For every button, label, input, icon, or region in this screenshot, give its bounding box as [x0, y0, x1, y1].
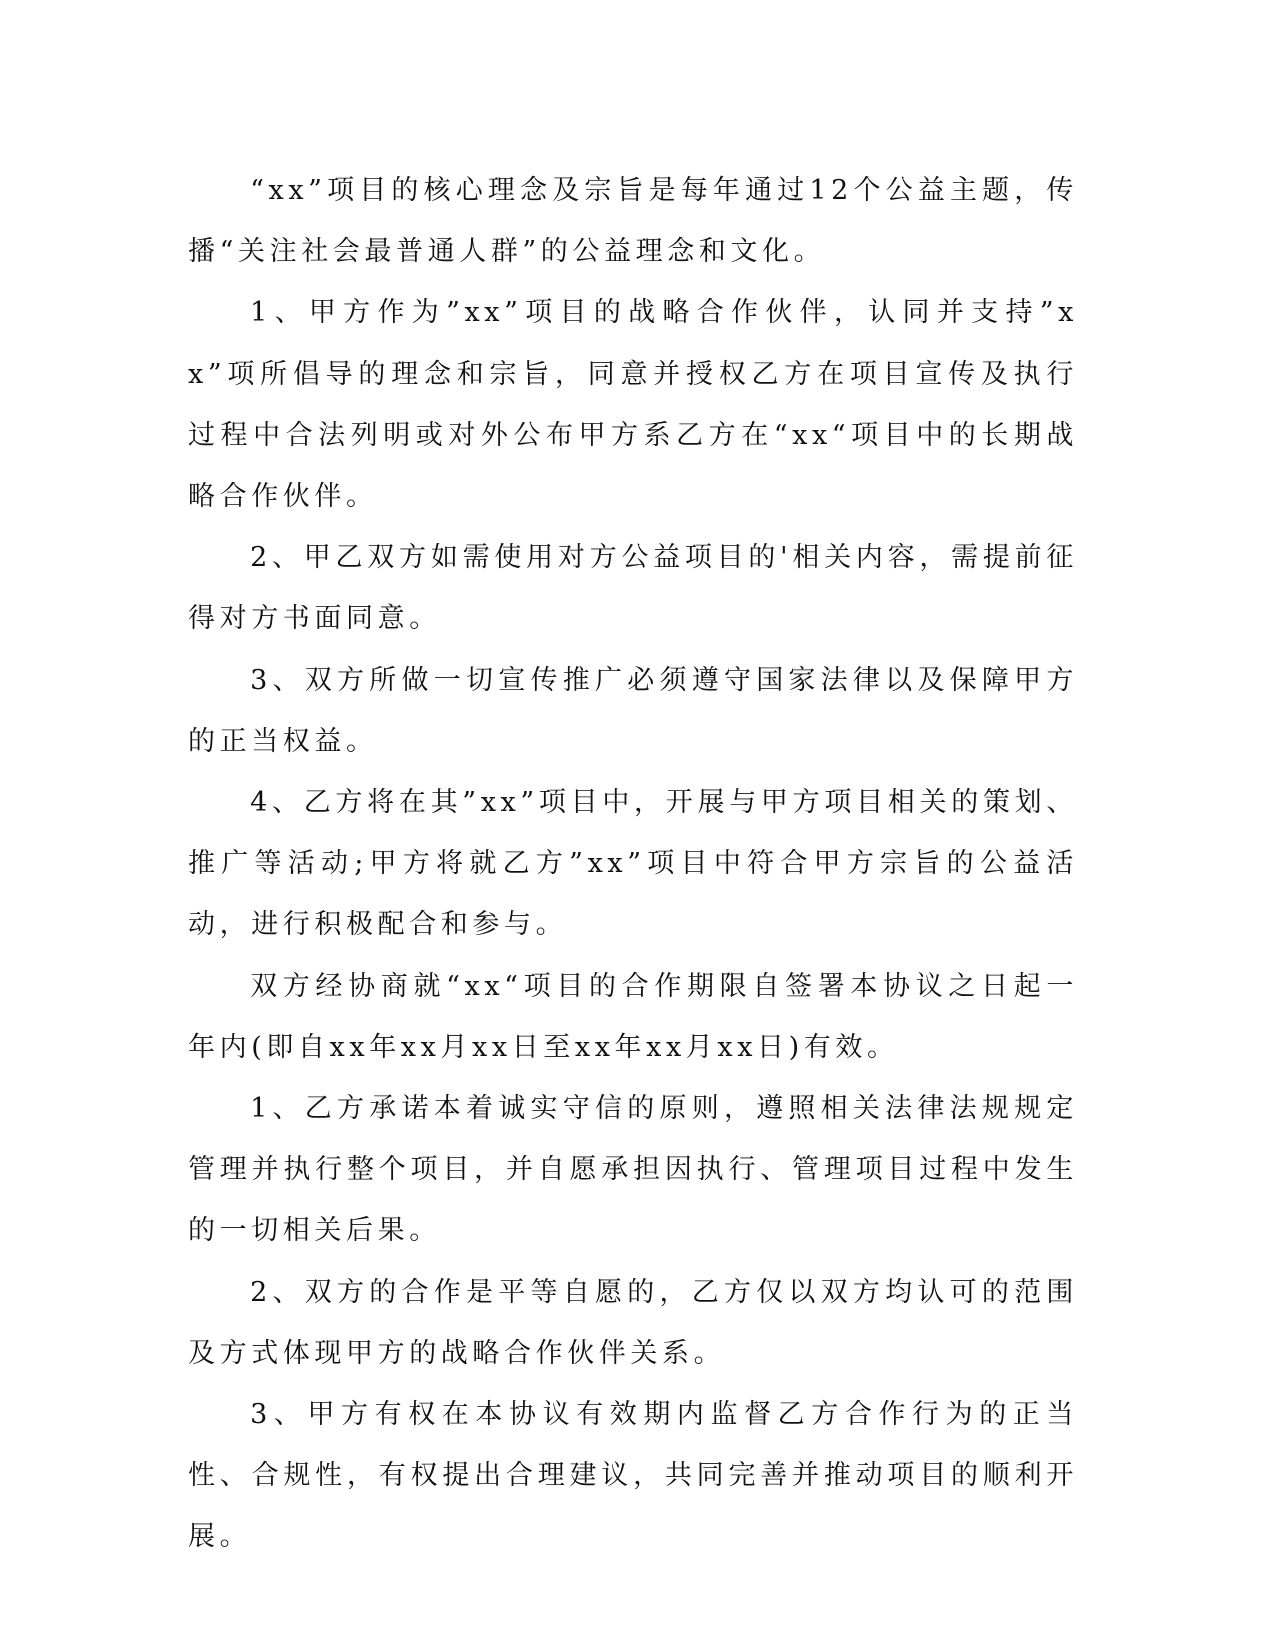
paragraph-clause-2: 2、甲乙双方如需使用对方公益项目的'相关内容，需提前征得对方书面同意。 — [188, 542, 1078, 635]
paragraph-obligation-1: 1、乙方承诺本着诚实守信的原则，遵照相关法律法规规定管理并执行整个项目，并自愿承担因执行、管理项目过程中发生的一切相关后果。 — [188, 1093, 1078, 1247]
document-body — [188, 160, 1078, 1568]
paragraph-term: 双方经协商就“xx“项目的合作期限自签署本协议之日起一年内(即自xx年xx月xx日至xx年xx月xx日)有效。 — [188, 970, 1078, 1063]
paragraph-obligation-3: 3、甲方有权在本协议有效期内监督乙方合作行为的正当性、合规性，有权提出合理建议，共同完善并推动项目的顺利开展。 — [188, 1399, 1078, 1553]
paragraph-clause-4: 4、乙方将在其”xx”项目中，开展与甲方项目相关的策划、推广等活动;甲方将就乙方”xx”项目中符合甲方宗旨的公益活动，进行积极配合和参与。 — [188, 787, 1078, 941]
paragraph-obligation-2: 2、双方的合作是平等自愿的，乙方仅以双方均认可的范围及方式体现甲方的战略合作伙伴关系。 — [188, 1276, 1078, 1369]
paragraph-core-concept: “xx”项目的核心理念及宗旨是每年通过12个公益主题，传播“关注社会最普通人群”的公益理念和文化。 — [188, 175, 1078, 268]
paragraph-clause-1: 1、甲方作为”xx”项目的战略合作伙伴，认同并支持”xx”项所倡导的理念和宗旨，同意并授权乙方在项目宣传及执行过程中合法列明或对外公布甲方系乙方在“xx“项目中的长期战略合作伙伴。 — [188, 297, 1078, 513]
paragraph-clause-3: 3、双方所做一切宣传推广必须遵守国家法律以及保障甲方的正当权益。 — [188, 664, 1078, 757]
